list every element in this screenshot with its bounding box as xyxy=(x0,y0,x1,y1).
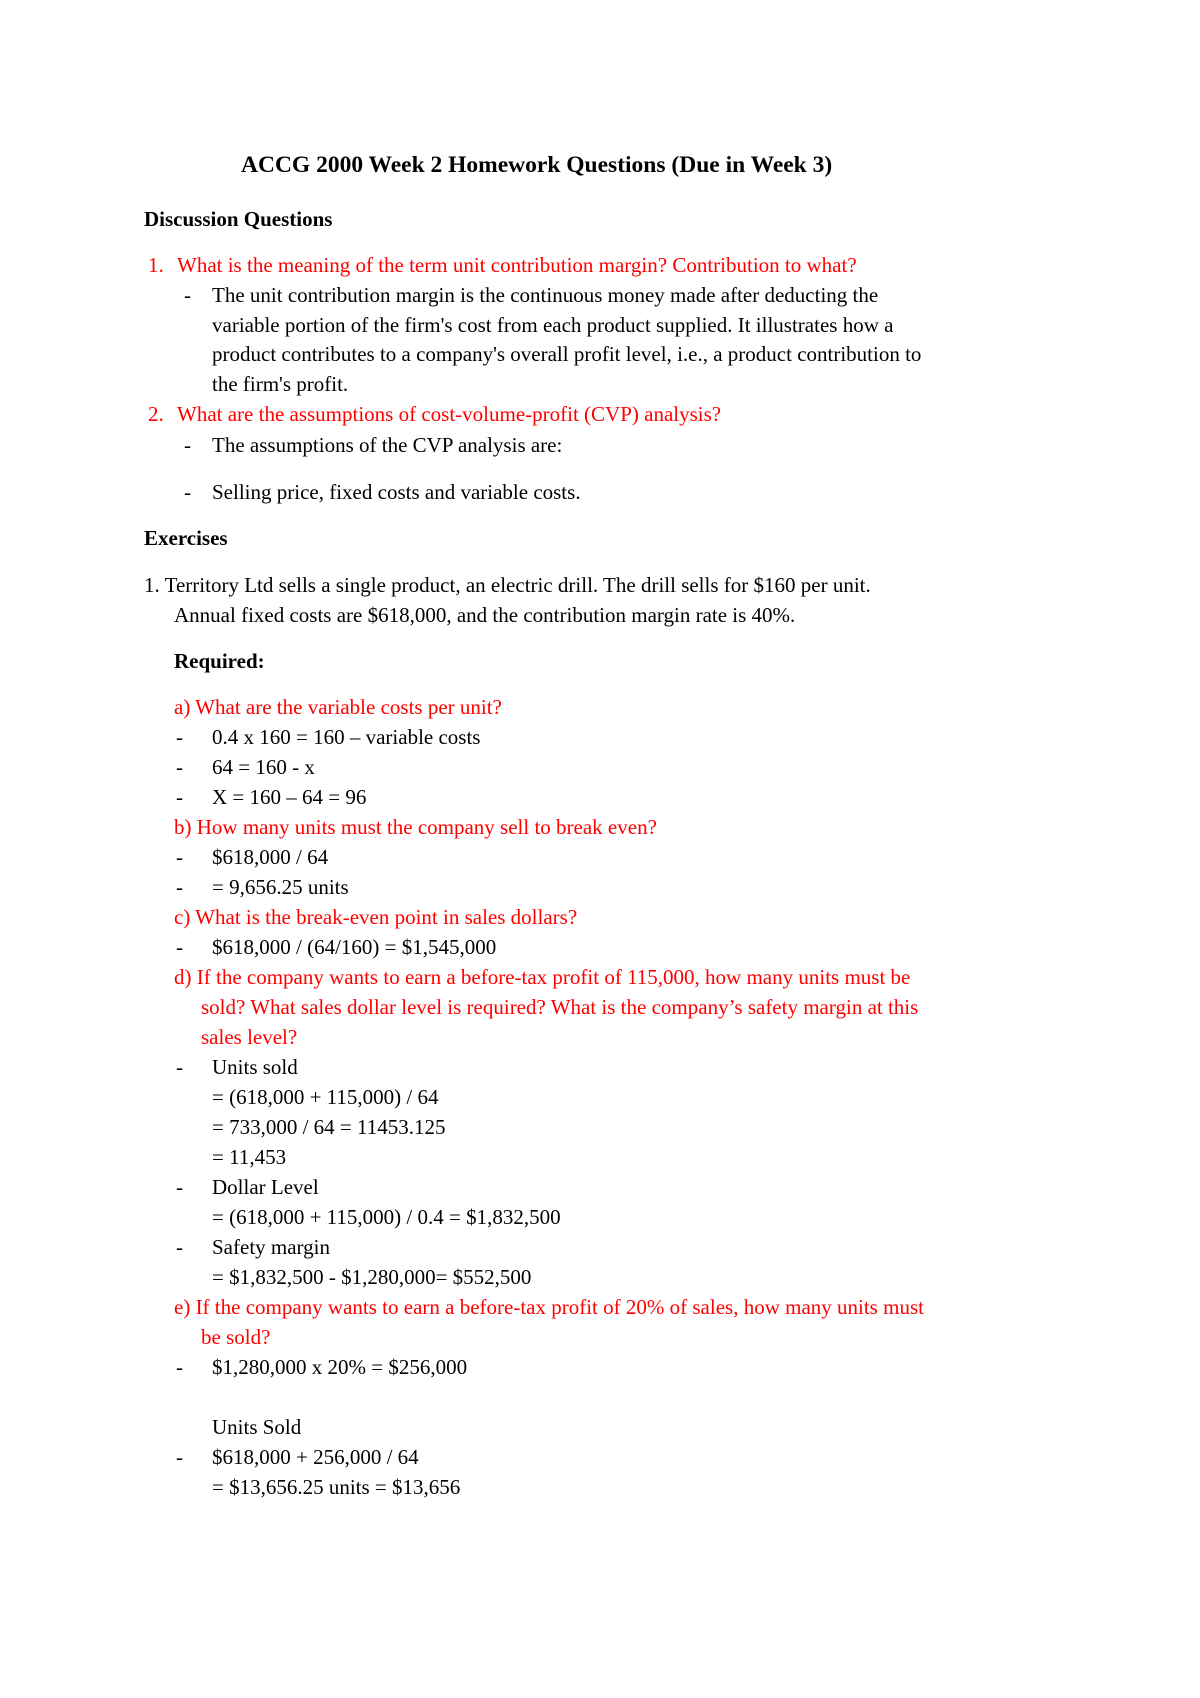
q2-answer-1: The assumptions of the CVP analysis are: xyxy=(212,433,563,457)
q2-number: 2. xyxy=(148,402,164,426)
part-c-line: $618,000 / (64/160) = $1,545,000 xyxy=(212,935,497,959)
part-d-units-label: Units sold xyxy=(212,1055,298,1079)
part-b-question: b) How many units must the company sell to break even? xyxy=(174,815,657,839)
part-a-dash: - xyxy=(176,725,183,749)
part-d-units-line: = 733,000 / 64 = 11453.125 xyxy=(212,1115,446,1139)
part-e-units-label: Units Sold xyxy=(212,1415,302,1439)
part-b-line: = 9,656.25 units xyxy=(212,875,349,899)
q2-question: What are the assumptions of cost-volume-profit (CVP) analysis? xyxy=(177,402,722,426)
part-d-safety-line: = $1,832,500 - $1,280,000= $552,500 xyxy=(212,1265,532,1289)
part-d-dollar-line: = (618,000 + 115,000) / 0.4 = $1,832,500 xyxy=(212,1205,561,1229)
part-d-question: sales level? xyxy=(201,1025,298,1049)
part-e-line: $1,280,000 x 20% = $256,000 xyxy=(212,1355,468,1379)
part-e-line: $618,000 + 256,000 / 64 xyxy=(212,1445,419,1469)
part-d-units-line: = (618,000 + 115,000) / 64 xyxy=(212,1085,439,1109)
q1-number: 1. xyxy=(148,253,164,277)
part-a-line: 64 = 160 - x xyxy=(212,755,315,779)
part-b-dash: - xyxy=(176,875,183,899)
q2-dash: - xyxy=(184,480,191,504)
document-title: ACCG 2000 Week 2 Homework Questions (Due in Week 3) xyxy=(241,152,833,178)
q1-question: What is the meaning of the term unit contribution margin? Contribution to what? xyxy=(177,253,857,277)
part-d-dash: - xyxy=(176,1235,183,1259)
required-heading: Required: xyxy=(174,649,265,673)
part-a-question: a) What are the variable costs per unit? xyxy=(174,695,502,719)
part-d-question: sold? What sales dollar level is required? What is the company’s safety margin at this xyxy=(201,995,919,1019)
part-c-question: c) What is the break-even point in sales dollars? xyxy=(174,905,578,929)
discussion-heading: Discussion Questions xyxy=(144,207,333,231)
part-a-dash: - xyxy=(176,785,183,809)
part-b-line: $618,000 / 64 xyxy=(212,845,329,869)
exercise-1-text: 1. Territory Ltd sells a single product, an electric drill. The drill sells for $160 per unit. xyxy=(144,573,871,597)
q1-answer-line: product contributes to a company's overall profit level, i.e., a product contribution to xyxy=(212,342,922,366)
part-e-question: e) If the company wants to earn a before-tax profit of 20% of sales, how many units must xyxy=(174,1295,924,1319)
part-e-dash: - xyxy=(176,1355,183,1379)
part-d-question: d) If the company wants to earn a before-tax profit of 115,000, how many units must be xyxy=(174,965,911,989)
exercise-1-text: Annual fixed costs are $618,000, and the contribution margin rate is 40%. xyxy=(174,603,796,627)
q2-dash: - xyxy=(184,433,191,457)
q1-dash: - xyxy=(184,283,191,307)
part-d-safety-label: Safety margin xyxy=(212,1235,331,1259)
part-e-question: be sold? xyxy=(201,1325,271,1349)
exercises-heading: Exercises xyxy=(144,526,228,550)
part-d-dash: - xyxy=(176,1055,183,1079)
part-b-dash: - xyxy=(176,845,183,869)
part-a-line: X = 160 – 64 = 96 xyxy=(212,785,367,809)
q2-answer-2: Selling price, fixed costs and variable costs. xyxy=(212,480,581,504)
part-e-dash: - xyxy=(176,1445,183,1469)
part-a-dash: - xyxy=(176,755,183,779)
part-d-dash: - xyxy=(176,1175,183,1199)
part-d-dollar-label: Dollar Level xyxy=(212,1175,319,1199)
q1-answer-line: the firm's profit. xyxy=(212,372,349,396)
part-d-units-line: = 11,453 xyxy=(212,1145,287,1169)
part-c-dash: - xyxy=(176,935,183,959)
part-e-line: = $13,656.25 units = $13,656 xyxy=(212,1475,461,1499)
part-a-line: 0.4 x 160 = 160 – variable costs xyxy=(212,725,481,749)
q1-answer-line: variable portion of the firm's cost from each product supplied. It illustrates how a xyxy=(212,313,894,337)
q1-answer-line: The unit contribution margin is the continuous money made after deducting the xyxy=(212,283,879,307)
